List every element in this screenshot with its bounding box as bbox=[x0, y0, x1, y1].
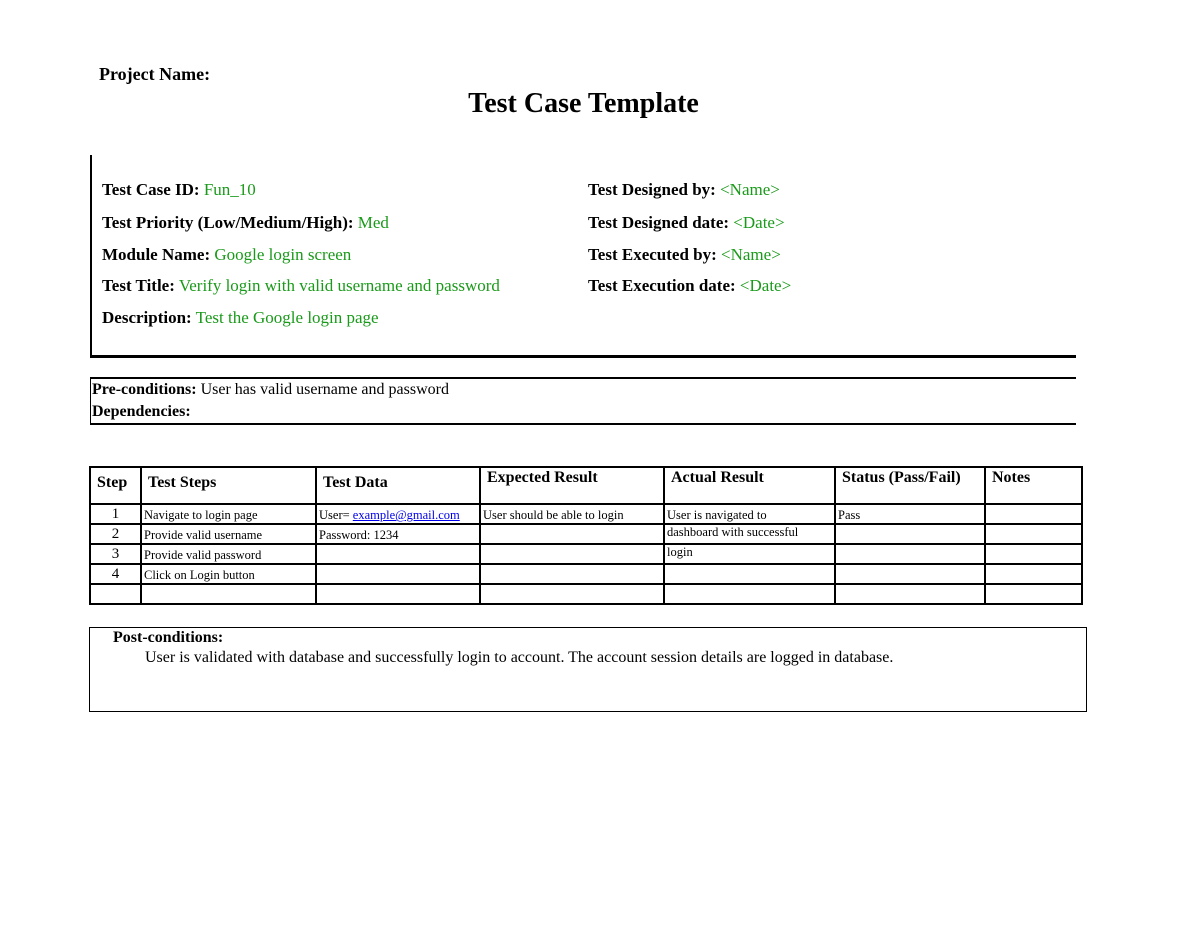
status-cell bbox=[835, 544, 985, 564]
notes-cell bbox=[985, 584, 1082, 604]
module-name-value: Google login screen bbox=[214, 245, 352, 264]
header-test-steps: Test Steps bbox=[141, 467, 316, 504]
module-name-row bbox=[102, 245, 351, 265]
notes-cell bbox=[985, 544, 1082, 564]
status-cell bbox=[835, 584, 985, 604]
step-number: 4 bbox=[90, 564, 141, 584]
expected-result-cell bbox=[480, 544, 664, 564]
actual-result-cell bbox=[664, 584, 835, 604]
test-step-cell: Provide valid password bbox=[141, 544, 316, 564]
header-actual-result: Actual Result bbox=[664, 467, 835, 504]
actual-result-cell: login bbox=[664, 544, 835, 564]
header-test-data: Test Data bbox=[316, 467, 480, 504]
table-row bbox=[90, 504, 1082, 524]
pre-conditions-label: Pre-conditions: bbox=[92, 381, 197, 398]
expected-result-cell: User should be able to login bbox=[480, 504, 664, 524]
test-title-label: Test Title: bbox=[102, 276, 175, 295]
test-step-cell bbox=[141, 584, 316, 604]
project-name-label: Project Name: bbox=[99, 64, 211, 84]
test-title-value: Verify login with valid username and password bbox=[178, 276, 500, 295]
step-number bbox=[90, 584, 141, 604]
test-steps-table bbox=[89, 466, 1083, 605]
table-row bbox=[90, 544, 1082, 564]
designed-date-row bbox=[588, 213, 785, 233]
expected-result-cell bbox=[480, 584, 664, 604]
page-title: Test Case Template bbox=[468, 88, 699, 119]
pre-conditions-value: User has valid username and password bbox=[200, 381, 449, 398]
executed-by-label: Test Executed by: bbox=[588, 245, 717, 264]
actual-result-cell bbox=[664, 564, 835, 584]
test-case-id-label: Test Case ID: bbox=[102, 180, 200, 199]
test-case-id-row bbox=[102, 180, 256, 200]
notes-cell bbox=[985, 504, 1082, 524]
test-data-cell bbox=[316, 504, 480, 524]
designed-by-label: Test Designed by: bbox=[588, 180, 716, 199]
test-info-section bbox=[90, 155, 1076, 358]
designed-date-value: <Date> bbox=[733, 213, 785, 232]
module-name-label: Module Name: bbox=[102, 245, 211, 264]
email-link[interactable]: example@gmail.com bbox=[352, 508, 460, 522]
description-row bbox=[102, 308, 379, 328]
header-status: Status (Pass/Fail) bbox=[835, 467, 985, 504]
designed-by-value: <Name> bbox=[720, 180, 780, 199]
post-conditions-label: Post-conditions: bbox=[113, 629, 224, 646]
description-label: Description: bbox=[102, 308, 192, 327]
executed-by-row bbox=[588, 245, 781, 265]
execution-date-label: Test Execution date: bbox=[588, 276, 736, 295]
description-value: Test the Google login page bbox=[195, 308, 379, 327]
test-step-cell: Provide valid username bbox=[141, 524, 316, 544]
table-header-row bbox=[90, 467, 1082, 504]
execution-date-row bbox=[588, 276, 791, 296]
post-conditions-section bbox=[89, 627, 1087, 712]
test-data-cell bbox=[316, 564, 480, 584]
test-priority-row bbox=[102, 213, 389, 233]
actual-result-cell: User is navigated to bbox=[664, 504, 835, 524]
status-cell bbox=[835, 524, 985, 544]
test-data-cell bbox=[316, 584, 480, 604]
test-priority-value: Med bbox=[357, 213, 389, 232]
header-step: Step bbox=[90, 467, 141, 504]
executed-by-value: <Name> bbox=[721, 245, 781, 264]
step-number: 1 bbox=[90, 504, 141, 524]
notes-cell bbox=[985, 564, 1082, 584]
conditions-section bbox=[90, 377, 1076, 425]
test-step-cell: Click on Login button bbox=[141, 564, 316, 584]
actual-result-cell: dashboard with successful bbox=[664, 524, 835, 544]
status-cell: Pass bbox=[835, 504, 985, 524]
dependencies-row bbox=[92, 401, 1076, 423]
test-data-cell: Password: 1234 bbox=[316, 524, 480, 544]
notes-cell bbox=[985, 524, 1082, 544]
pre-conditions-row bbox=[92, 379, 1076, 401]
header-expected-result: Expected Result bbox=[480, 467, 664, 504]
step-number: 3 bbox=[90, 544, 141, 564]
table-row bbox=[90, 524, 1082, 544]
step-number: 2 bbox=[90, 524, 141, 544]
status-cell bbox=[835, 564, 985, 584]
test-data-prefix: User= bbox=[319, 508, 353, 522]
execution-date-value: <Date> bbox=[739, 276, 792, 295]
test-case-id-value: Fun_10 bbox=[203, 180, 256, 199]
test-step-cell: Navigate to login page bbox=[141, 504, 316, 524]
test-priority-label: Test Priority (Low/Medium/High): bbox=[102, 213, 354, 232]
post-conditions-text: User is validated with database and successfully login to account. The account session details are logged in database. bbox=[145, 649, 894, 666]
designed-by-row bbox=[588, 180, 780, 200]
expected-result-cell bbox=[480, 564, 664, 584]
test-title-row bbox=[102, 276, 500, 296]
designed-date-label: Test Designed date: bbox=[588, 213, 730, 232]
table-row bbox=[90, 584, 1082, 604]
expected-result-cell bbox=[480, 524, 664, 544]
table-row bbox=[90, 564, 1082, 584]
dependencies-label: Dependencies: bbox=[92, 403, 191, 420]
header-notes: Notes bbox=[985, 467, 1082, 504]
test-data-cell bbox=[316, 544, 480, 564]
